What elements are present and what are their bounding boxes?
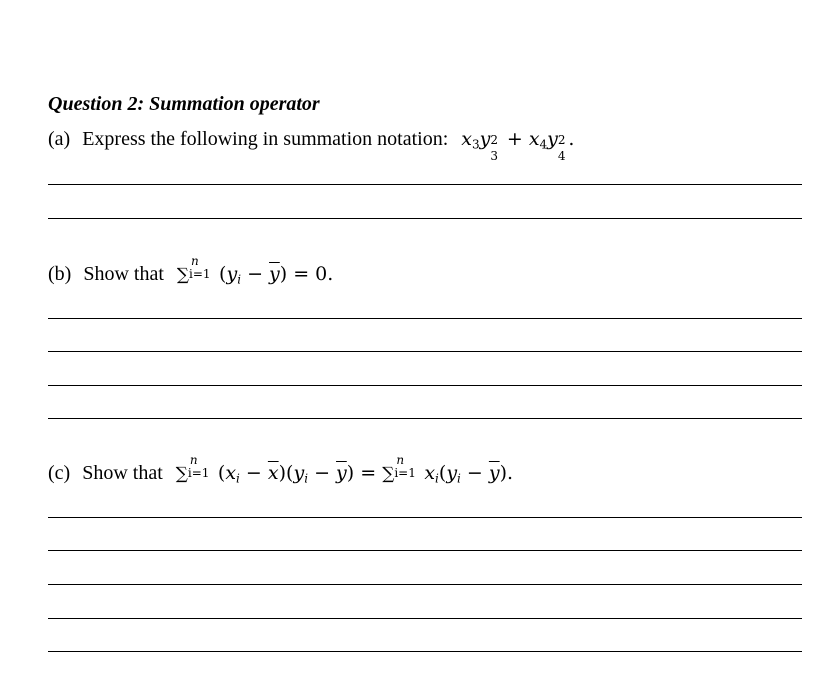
part-c-prompt xyxy=(48,453,514,486)
answer-line xyxy=(48,550,802,551)
part-a-text: Express the following in summation notation: xyxy=(82,128,449,150)
answer-line xyxy=(48,218,802,219)
part-b-label: (b) xyxy=(48,263,72,285)
answer-line xyxy=(48,351,802,352)
part-b-text: Show that xyxy=(83,263,164,285)
question-heading: Question 2: Summation operator xyxy=(48,93,320,115)
answer-line xyxy=(48,584,802,585)
answer-line xyxy=(48,517,802,518)
answer-line xyxy=(48,184,802,185)
answer-line xyxy=(48,385,802,386)
answer-line xyxy=(48,418,802,419)
part-a-label: (a) xyxy=(48,128,71,150)
answer-line xyxy=(48,651,802,652)
answer-line xyxy=(48,618,802,619)
part-c-text: Show that xyxy=(82,462,163,484)
part-a-expression: $x_3y$ 2 3 + $x_4y$ 2 4 . xyxy=(461,128,575,164)
part-c-expression: ∑ n i=1 $(x_i - \overline{x})(y_i - \overline{y})$ = ∑ n i=1 $x_i(y_i - \overline{y})$. xyxy=(175,453,514,486)
part-a-prompt xyxy=(48,128,575,164)
part-c-label: (c) xyxy=(48,462,71,484)
part-b-expression: ∑ n i=1 $(y_i - \overline{y}) = 0$. xyxy=(176,254,334,287)
answer-line xyxy=(48,318,802,319)
part-b-prompt xyxy=(48,254,334,287)
